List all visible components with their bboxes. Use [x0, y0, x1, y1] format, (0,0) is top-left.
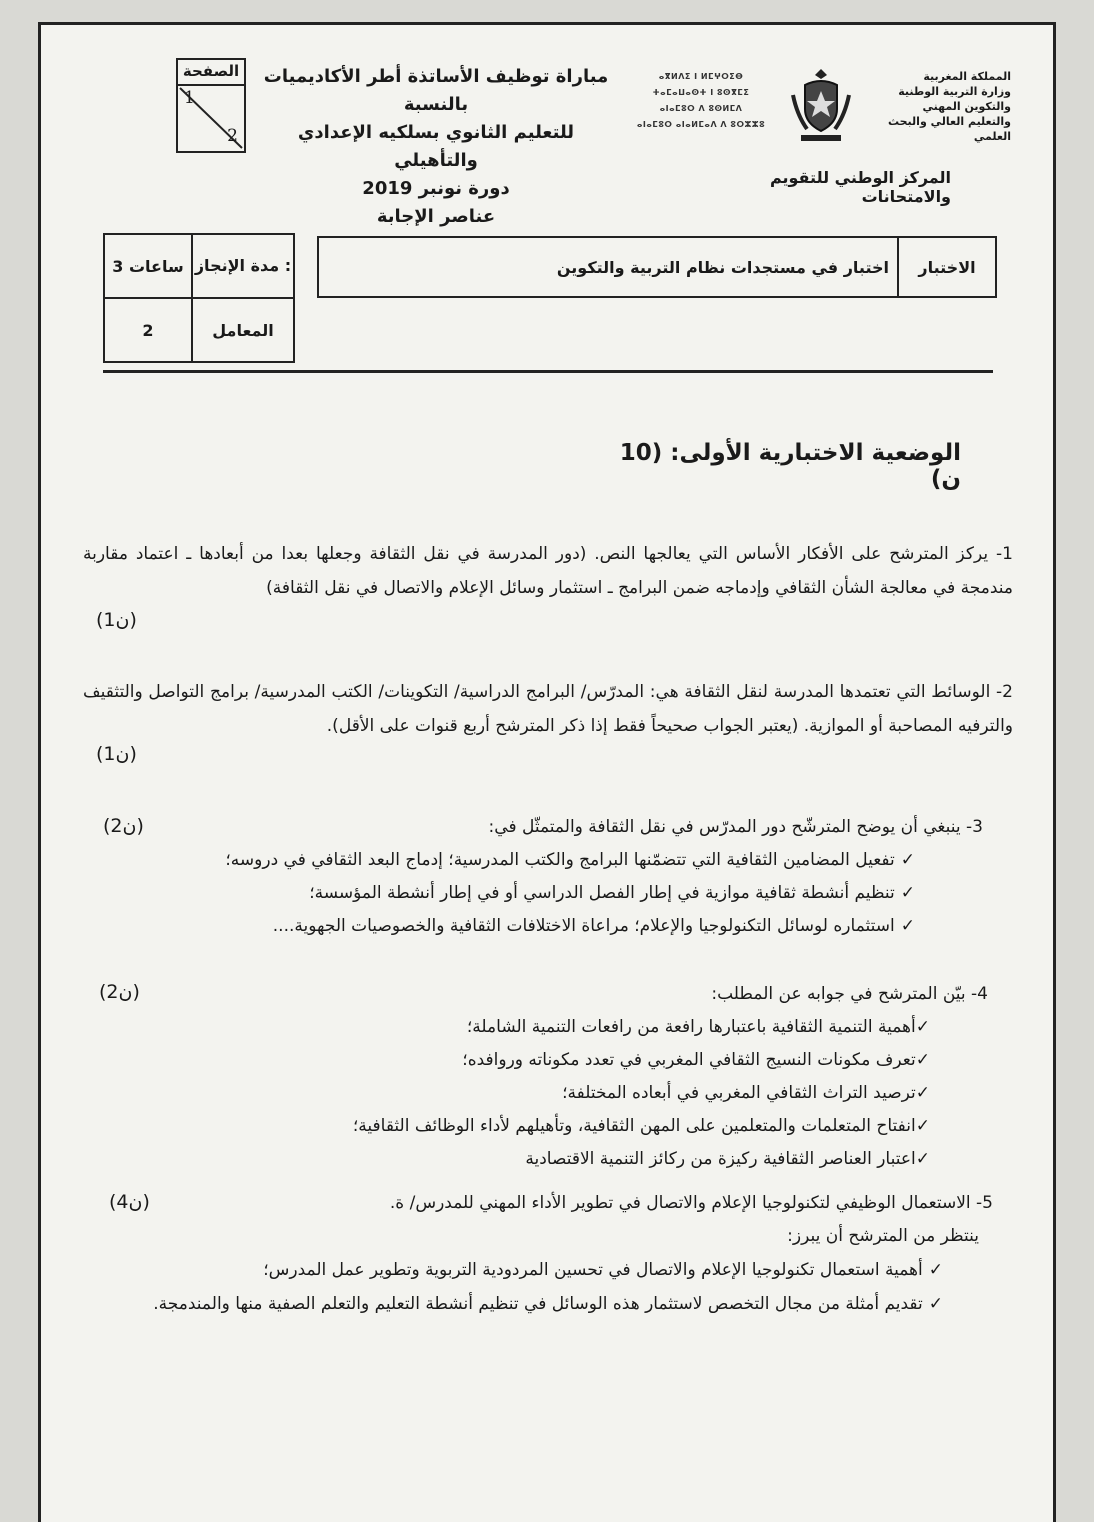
list-item [83, 844, 983, 877]
exam-subject: اختبار في مستجدات نظام التربية والتكوين [318, 237, 898, 297]
list-item [83, 877, 983, 910]
question-2-score: (1ن) [96, 743, 137, 765]
coef-label: المعامل [192, 298, 294, 362]
title-line: دورة نونبر 2019 [362, 178, 510, 199]
ministry-line: والتعليم العالي والبحث العلمي [887, 115, 1011, 143]
list-item-text: تقديم أمثلة من مجال التخصص لاستثمار هذه الوسائل في تنظيم أنشطة التعليم والتعلم الصفية منها والمندمجة. [153, 1294, 923, 1314]
check-icon: ✓ [915, 1116, 930, 1136]
tifinagh-text [626, 69, 776, 133]
ministry-line: وزارة التربية الوطنية [898, 85, 1011, 98]
duration-label: مدة الإنجاز : [192, 234, 294, 298]
coef-value: 2 [104, 298, 192, 362]
center-name: المركز الوطني للتقويم والامتحانات [769, 168, 951, 206]
question-3-score: (2ن) [103, 815, 144, 837]
page-current: 1 [184, 88, 195, 108]
list-item [83, 1143, 988, 1176]
tifinagh-line: ⴰⴳⵍⴷⵉ ⵏ ⵍⵎⵖⵔⵉⴱ [658, 72, 744, 81]
ministry-line: المملكة المغربية [923, 70, 1011, 83]
exam-title [256, 63, 616, 231]
list-item-text: ترصيد التراث الثقافي المغربي في أبعاده المختلفة؛ [562, 1083, 916, 1103]
check-icon: ✓ [928, 1294, 943, 1314]
check-icon: ✓ [915, 1083, 930, 1103]
list-item [83, 1253, 993, 1287]
question-1-text: 1- يركز المترشح على الأفكار الأساس التي يعالجها النص. (دور المدرسة في نقل الثقافة وجعلها بعدا من أبعادها ـ اعتماد مقاربة مندمجة في معالجة الشأن الثقافي وإدماجه ضمن البرامج ـ استثمار وسائل الإعلام والاتصال في نقل الثقافة) [83, 544, 1013, 598]
ministry-line: والتكوين المهني [922, 100, 1011, 113]
tifinagh-line: ⴰⵏⴰⵎⵓⵔ ⴷ ⵓⵙⵍⵎⴷ [659, 104, 743, 113]
list-item-text: تعرف مكونات النسيج الثقافي المغربي في تعدد مكوناته وروافده؛ [462, 1050, 916, 1070]
check-icon: ✓ [915, 1017, 930, 1037]
list-item [83, 1011, 988, 1044]
exam-page [38, 22, 1056, 1522]
check-icon: ✓ [928, 1260, 943, 1280]
check-icon: ✓ [915, 1050, 930, 1070]
duration-coef-table [103, 233, 295, 363]
title-line: للتعليم الثانوي بسلكيه الإعدادي والتأهيلي [297, 122, 575, 171]
duration-value: 3 ساعات [104, 234, 192, 298]
question-2-text: 2- الوسائط التي تعتمدها المدرسة لنقل الثقافة هي: المدرّس/ البرامج الدراسية/ التكوينات/ الكتب المدرسية/ برامج التواصل والتثقيف والترفيه المصاحبة أو الموازية. (يعتبر الجواب صحيحاً فقط إذا ذكر المترشح أربع قنوات على الأقل). [83, 682, 1013, 736]
question-4-score: (2ن) [99, 981, 140, 1003]
list-item-text: تنظيم أنشطة ثقافية موازية في إطار الفصل الدراسي أو في إطار أنشطة المؤسسة؛ [309, 883, 895, 903]
list-item [83, 1287, 993, 1321]
list-item [83, 1110, 988, 1143]
check-icon: ✓ [900, 916, 915, 936]
title-line: عناصر الإجابة [376, 206, 496, 227]
question-1-score: (1ن) [96, 609, 137, 631]
tifinagh-line: ⴰⵏⴰⵎⵓⵔ ⴰⵏⴰⵍⵎⴰⴷ ⴷ ⵓⵔⵣⵣⵓ [636, 120, 766, 129]
exam-subject-table [317, 236, 997, 298]
list-item-text: أهمية التنمية الثقافية باعتبارها رافعة من رافعات التنمية الشاملة؛ [466, 1017, 916, 1037]
coat-of-arms-icon [789, 65, 853, 145]
question-1 [83, 537, 1013, 605]
header-divider [103, 370, 993, 373]
check-icon: ✓ [900, 883, 915, 903]
question-3 [83, 811, 983, 943]
check-icon: ✓ [900, 850, 915, 870]
question-5-score: (4ن) [109, 1191, 150, 1213]
tifinagh-line: ⵜⴰⵎⴰⵡⴰⵙⵜ ⵏ ⵓⵙⴳⵎⵉ [652, 88, 750, 97]
question-4-intro: 4- بيّن المترشح في جوابه عن المطلب: [711, 984, 988, 1004]
question-5 [83, 1187, 993, 1321]
list-item-text: تفعيل المضامين الثقافية التي تتضمّنها البرامج والكتب المدرسية؛ إدماج البعد الثقافي في دروسه؛ [225, 850, 895, 870]
list-item-text: انفتاح المتعلمات والمتعلمين على المهن الثقافية، وتأهيلهم لأداء الوظائف الثقافية؛ [352, 1116, 916, 1136]
title-line: مباراة توظيف الأساتذة أطر الأكاديميات بالنسبة [263, 66, 609, 115]
question-5-sub: ينتظر من المترشح أن يبرز: [787, 1226, 979, 1246]
ministry-name [861, 69, 1011, 144]
list-item-text: أهمية استعمال تكنولوجيا الإعلام والاتصال في تحسين المردودية التربوية وتطوير عمل المدرس؛ [263, 1260, 923, 1280]
page-total: 2 [227, 126, 238, 146]
question-5-intro: 5- الاستعمال الوظيفي لتكنولوجيا الإعلام والاتصال في تطوير الأداء المهني للمدرس/ ة. [389, 1193, 993, 1213]
question-2 [83, 675, 1013, 743]
question-4 [83, 978, 988, 1176]
list-item [83, 1044, 988, 1077]
page-number-box [176, 58, 246, 153]
check-icon: ✓ [915, 1149, 930, 1169]
section-title: الوضعية الاختبارية الأولى: (10 ن) [619, 440, 961, 492]
list-item-text: اعتبار العناصر الثقافية ركيزة من ركائز التنمية الاقتصادية [525, 1149, 916, 1169]
list-item [83, 910, 983, 943]
page-label: الصفحة [178, 60, 244, 86]
list-item-text: استثماره لوسائل التكنولوجيا والإعلام؛ مراعاة الاختلافات الثقافية والخصوصيات الجهوية.... [272, 916, 895, 936]
list-item [83, 1077, 988, 1110]
exam-label: الاختبار [898, 237, 996, 297]
question-3-intro: 3- ينبغي أن يوضح المترشّح دور المدرّس في نقل الثقافة والمتمثّل في: [488, 817, 983, 837]
